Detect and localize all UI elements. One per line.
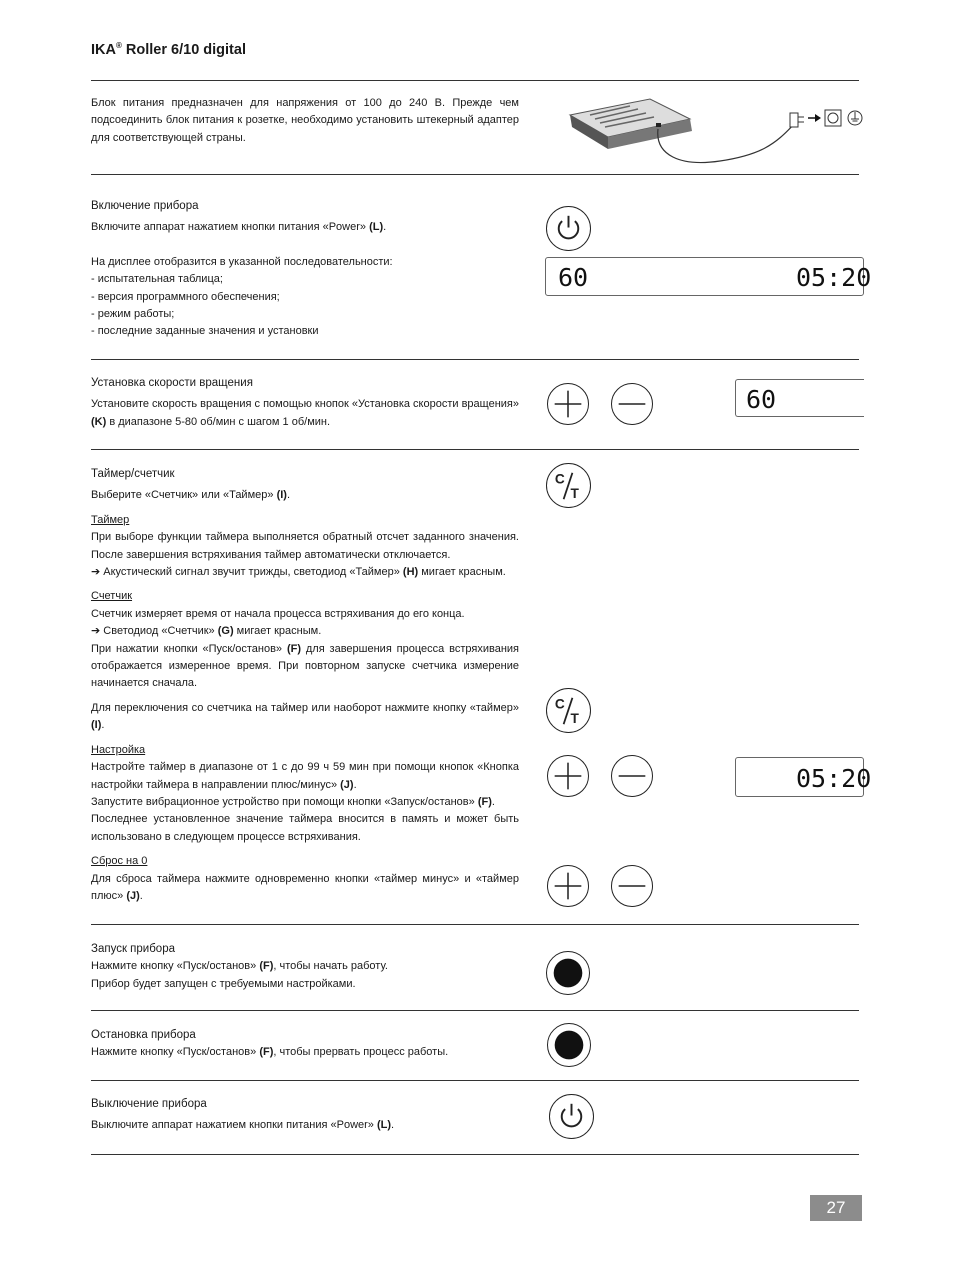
reset-subheading: Сброс на 0 [91,855,148,868]
power-button[interactable] [546,206,591,251]
timer-counter-button[interactable] [546,463,591,508]
power-icon [550,1095,593,1138]
switch-off-section [91,1096,519,1135]
divider [91,924,859,925]
counter-description-2: При нажатии кнопки «Пуск/останов» (F) для завершения процесса встряхивания отображается измеренное время. При повторном запуске счетчика измерение начинается сначала. [91,642,519,690]
stop-section [91,1027,519,1062]
minus-icon [612,866,652,906]
setting-text: Настройте таймер в диапазоне от 1 с до 99 ч 59 мин при помощи кнопок «Кнопка настройки таймера в направлении плюс/минус» (J). [91,761,519,791]
speed-display-panel [735,379,864,417]
plus-icon [548,866,588,906]
minus-icon [612,384,652,424]
timer-display-value: 05:20 [796,764,872,793]
counter-subheading: Счетчик [91,590,133,603]
switch-off-text: Выключите аппарат нажатием кнопки питания «Power» (L). [91,1119,395,1132]
start-section [91,941,519,993]
plus-icon [548,384,588,424]
page-number: 27 [810,1195,862,1221]
switch-on-section [91,198,519,341]
stop-text: Нажмите кнопку «Пуск/останов» (F), чтобы прервать процесс работы. [91,1046,449,1059]
svg-text:C: C [554,696,565,712]
start-stop-icon [548,1024,590,1066]
list-item: - режим работы; [91,308,175,321]
reset-text: Для сброса таймера нажмите одновременно кнопки «таймер минус» и «таймер плюс» (J). [91,872,519,902]
counter-description: Счетчик измеряет время от начала процесса встряхивания до его конца. [91,607,465,620]
list-item: - испытательная таблица; [91,273,223,286]
plus-icon [548,756,588,796]
power-icon [547,207,590,250]
start-stop-button[interactable] [547,1023,591,1067]
timer-section [91,466,519,905]
start-text-2: Прибор будет запущен с требуемыми настройками. [91,977,356,990]
timer-counter-button[interactable] [546,688,591,733]
timer-note: ➔ Акустический сигнал звучит трижды, светодиод «Таймер» (H) мигает красным. [91,566,506,579]
timer-display-panel [735,757,872,797]
speed-minus-button[interactable] [611,383,653,425]
display-speed-value: 60 [558,263,589,292]
divider [91,1154,859,1155]
svg-text:C: C [554,471,565,487]
speed-text: Установите скорость вращения с помощью кнопок «Установка скорости вращения» (K) в диапазоне 5-80 об/мин с шагом 1 об/мин. [91,398,519,428]
timer-display-readout [736,758,872,796]
timer-subheading: Таймер [91,513,130,526]
switch-off-title: Выключение прибора [91,1098,207,1110]
speed-display-value: 60 [746,385,777,414]
timer-minus-button[interactable] [611,755,653,797]
page-title: IKA® Roller 6/10 digital [91,41,246,58]
switch-on-title: Включение прибора [91,200,199,212]
speed-display-readout [736,380,864,416]
timer-switch-text: Для переключения со счетчика на таймер или наоборот нажмите кнопку «таймер» (I). [91,701,519,732]
counter-timer-icon [547,689,590,732]
counter-note: ➔ Светодиод «Счетчик» (G) мигает красным. [91,625,322,638]
svg-text:T: T [570,711,579,727]
speed-section [91,375,519,431]
divider [91,359,859,360]
setting-text-3: Последнее установленное значение таймера вносится в память и может быть использовано в следующем процессе встряхивания. [91,813,519,843]
power-button[interactable] [549,1094,594,1139]
reset-plus-button[interactable] [547,865,589,907]
speed-title: Установка скорости вращения [91,377,253,389]
minus-icon [612,756,652,796]
speed-plus-button[interactable] [547,383,589,425]
start-stop-button[interactable] [546,951,590,995]
timer-select-text: Выберите «Счетчик» или «Таймер» (I). [91,489,291,502]
divider [91,1010,859,1011]
divider [91,1080,859,1081]
device-power-illustration [560,85,870,170]
timer-description: При выборе функции таймера выполняется обратный отсчет заданного значения. После завершения встряхивания таймер автоматически отключается. [91,531,519,561]
arrow-icon: ➔ [91,566,101,579]
arrow-icon: ➔ [91,625,101,638]
stop-title: Остановка прибора [91,1029,196,1041]
timer-plus-button[interactable] [547,755,589,797]
setting-subheading: Настройка [91,743,146,756]
display-sequence-intro: На дисплее отобразится в указанной последовательности: [91,255,393,268]
switch-on-text: Включите аппарат нажатием кнопки питания «Power» (L). [91,221,387,234]
divider [91,80,859,81]
reset-minus-button[interactable] [611,865,653,907]
setting-text-2: Запустите вибрационное устройство при помощи кнопки «Запуск/останов» (F). [91,795,495,808]
display-readout [546,258,872,295]
display-panel [545,257,872,296]
divider [91,174,859,175]
svg-text:T: T [570,486,579,502]
display-time-value: 05:20 [796,263,872,292]
start-title: Запуск прибора [91,943,175,955]
timer-title: Таймер/счетчик [91,468,175,480]
start-text: Нажмите кнопку «Пуск/останов» (F), чтобы начать работу. [91,960,388,973]
list-item: - версия программного обеспечения; [91,290,280,303]
start-stop-icon [547,952,589,994]
counter-timer-icon [547,464,590,507]
divider [91,449,859,450]
power-supply-text: Блок питания предназначен для напряжения от 100 до 240 В. Прежде чем подсоединить блок питания к розетке, необходимо установить штекерный адаптер для соответствующей страны. [91,97,519,144]
list-item: - последние заданные значения и установки [91,325,319,338]
